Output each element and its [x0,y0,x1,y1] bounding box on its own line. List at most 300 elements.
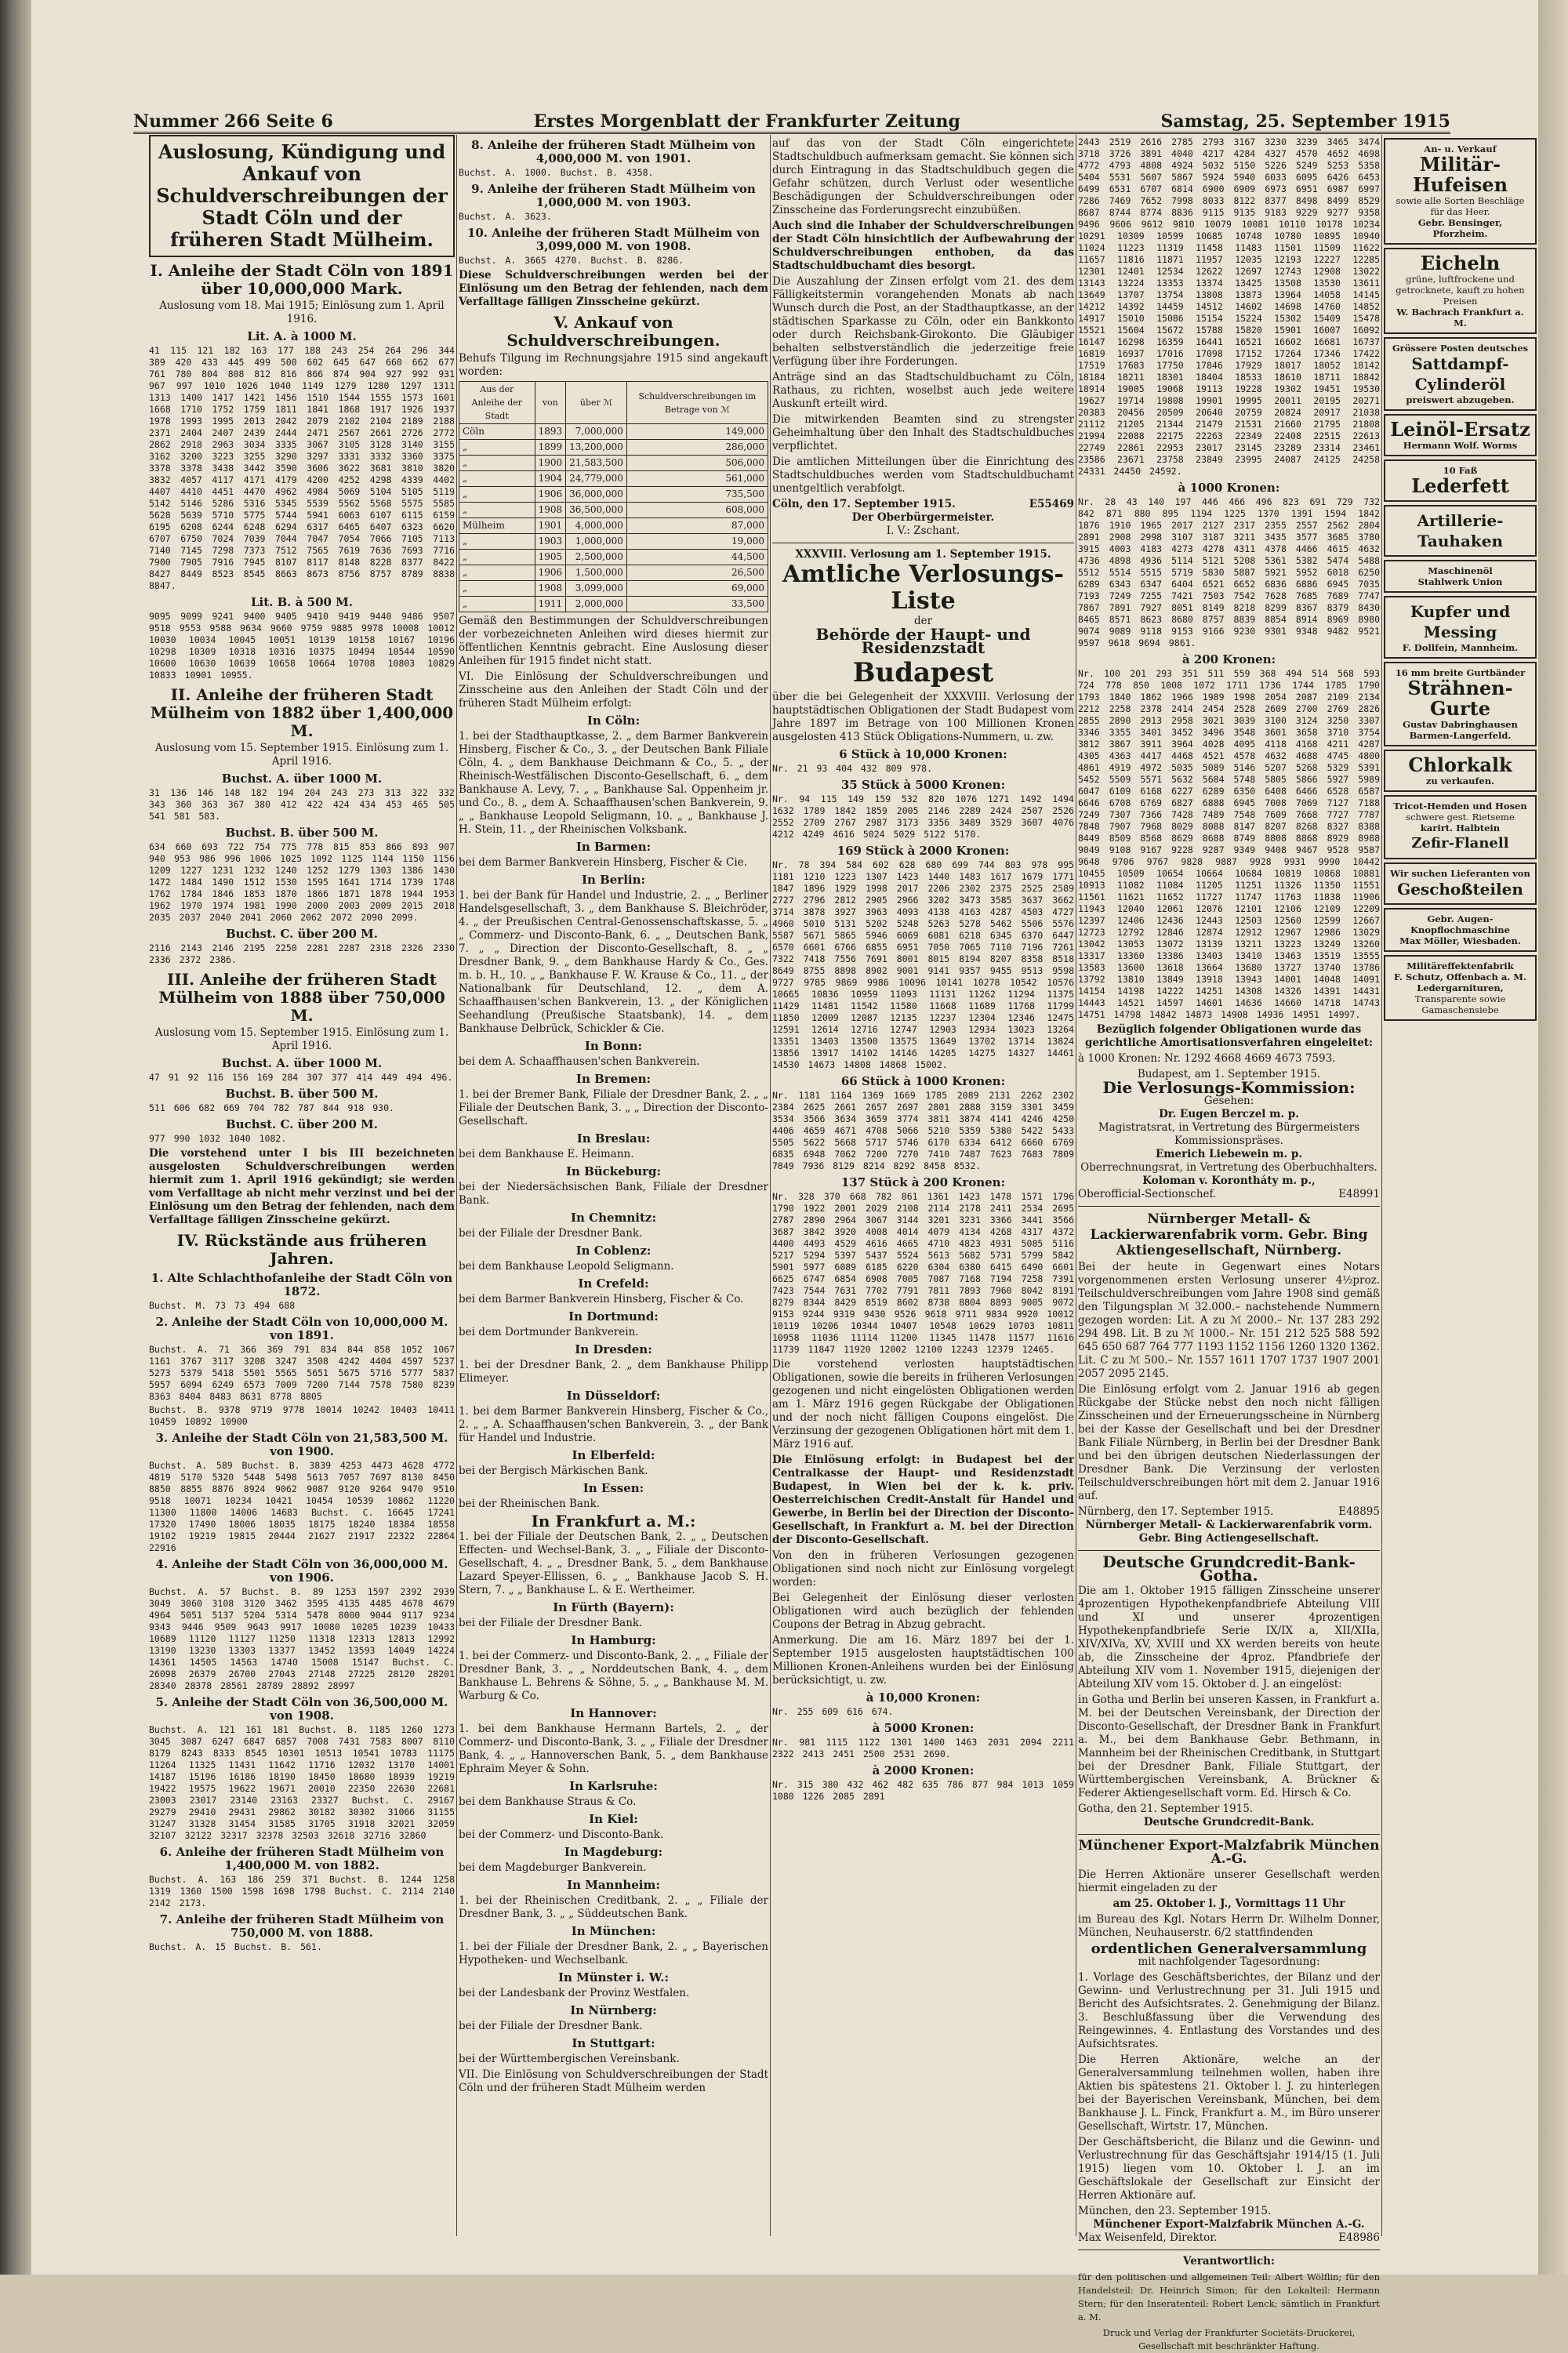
number-list: Nr. 94 115 149 159 532 820 1076 1271 1492 1494 1632 1789 1842 1859 2005 2146 2289 2424 2507 2526 2552 2709 2767 2987 3173 3356 3489 3529 3607 4076 4212 4249 4616 5024 5029 5122 5170. [772,793,1074,840]
bank-list: bei der Filiale der Dresdner Bank. [459,1227,643,1240]
table-header: Schuldverschreibungen im Betrage von ℳ [626,382,768,424]
signature-name: I. V.: Zschant. [886,525,960,537]
number-list: 634 660 693 722 754 775 778 815 853 866 893 907 940 953 986 996 1006 1025 1092 1125 1144 1150 1156 1209 1227 1231 1232 1240 1252 1279 1303 1386 1430 1472 1484 1490 1512 1530 1595 1641 1714 1739 1748 1762 1784 1846 1853 1870 1866 1871 1878 1944 1953 1962 1970 1974 1981 1990 2000 2003 2009 2015 2018 2035 2037 2040 2041 2060 2062 2072 2090 2099. [149,841,455,923]
table-cell: 1899 [535,440,566,456]
city-heading: In Mannheim: [567,1878,660,1892]
table-cell: „ [459,581,535,597]
ad-shell-parts [1384,862,1537,905]
ad-text: grüne, luftfrockene und getrocknete, kauft zu hohen Preisen [1396,274,1525,307]
list-der: der [913,615,933,627]
table-cell: Cöln [459,424,535,440]
bank-list: 1. bei der Filiale der Deutschen Bank, 2. „ „ Deutschen Effecten- und Wechsel-Bank, 3. „ „ Filiale der Disconto-Gesellschaft, 4. „ „ Dresdner Bank, 5. „ dem Bankhause Lazard Speyer-Ellissen, 6. „ „ Bankhause Jacob S. H. Stern, 7. „ „ Bankhause L. & E. Wertheimer. [459,1531,768,1596]
ad-acorns [1384,248,1537,334]
company-title: Nürnberger Metall- & Lackierwarenfabrik vorm. Gebr. Bing Aktiengesellschaft, Nürnberg. [1090,1211,1368,1258]
ad-headline: Militär-Hufeisen [1412,153,1508,196]
signature-row [1078,1188,1380,1201]
ad-cylinder-oil [1384,337,1537,411]
table-cell: 1893 [535,424,566,440]
ad-text: preiswert abzugeben. [1406,394,1515,405]
table-cell: 1,500,000 [566,565,627,581]
ad-headline: Leinöl-Ersatz [1390,418,1530,441]
loan-heading: 4. Anleihe der Stadt Cöln von 36,000,000 M. von 1906. [155,1557,448,1585]
table-cell: 1,000,000 [566,534,627,550]
ad-kicker: 16 mm breite Gurtbänder [1395,667,1526,678]
paragraph: Anträge sind an das Stadtschuldbuchamt zu Cöln, Rathaus, zu richten, woselbst auch jede weitere Auskunft erteilt wird. [772,371,1074,410]
scan-page-edge [1538,0,1568,2275]
denomination-heading: à 10,000 Kronen: [866,1690,981,1705]
table-cell: „ [459,503,535,518]
paragraph: Die am 1. Oktober 1915 fälligen Zinsscheine unserer 4prozentigen Hypothekenpfandbriefe Abteilung VIII und XI und unserer 4prozentigen Hypothekenpfandbriefe Serie IX/IX a, XII/XIIa, XIV/XIVa, XV, XVIII und XX werden bereits von heute ab, die Zinsscheine der 4proz. Pfandbriefe der Abteilung XIV vom 1. November 1915, diejenigen der Abteilung XIV vom 15. Oktober d. J. an eingelöst: [1078,1585,1380,1690]
bank-list: 1. bei der Dresdner Bank, 2. „ dem Bankhause Philipp Elimeyer. [459,1359,768,1385]
table-header-row [459,382,768,424]
ad-company: Max Möller, Wiesbaden. [1399,935,1521,946]
table-cell: 1906 [535,487,566,503]
lit-heading: Lit. B. à 500 M. [250,595,354,609]
table-cell: 33,500 [626,597,768,612]
section-title: V. Ankauf von Schuldverschreibungen. [506,313,720,350]
table-cell: Mülheim [459,518,535,534]
paragraph: auf das von der Stadt Cöln eingerichtete Stadtschuldbuch aufmerksam gemacht. Sie können sich durch Eintragung in das Stadtschuldbuch gegen die Gefahr schützen, durch Verlust oder wesentliche Beschädigungen der Schuldverschreibungen oder Zinsscheine das Forderungsrecht einzubüßen. [772,137,1074,216]
notice-title-box: Auslosung, Kündigung und Ankauf von Schuldverschreibungen der Stadt Cöln und der früheren Stadt Mülheim. [149,135,455,257]
city-heading: In Bremen: [575,1072,652,1086]
commission-title: Die Verlosungs-Kommission: [1102,1078,1356,1097]
header-issue: Nummer 266 Seite 6 [133,111,333,132]
signature-row [1078,2231,1380,2245]
ad-code: E48991 [1338,1188,1380,1200]
table-row [459,581,768,597]
divider [1078,1834,1380,1835]
number-list: 511 606 682 669 704 782 787 844 918 930. [149,1102,394,1113]
table-cell: 7,000,000 [566,424,627,440]
dateline [1078,1505,1380,1519]
table-cell: 1911 [535,597,566,612]
number-list: 47 91 92 116 156 169 284 307 377 414 449 494 496. [149,1072,453,1083]
header-date: Samstag, 25. September 1915 [1160,111,1450,132]
number-list: Nr. 21 93 404 432 809 978. [772,763,933,774]
table-cell: 36,000,000 [566,487,627,503]
number-list: Buchst. A. 163 186 259 371 Buchst. B. 1244 1258 1319 1360 1500 1598 1698 1798 Buchst. C. 2114 2140 2142 2173. [149,1874,455,1908]
number-list: Buchst. A. 589 Buchst. B. 3839 4253 4473 4628 4772 4819 5170 5320 5448 5498 5613 7057 7697 8130 8450 8850 8855 8876 8924 9062 9087 9120 9264 9470 9510 9518 10071 10234 10421 10454 10539 10862 11220 11300 11800 14006 14683 Buchst. C. 16645 17241 17320 17490 18006 18035 18175 18240 18384 18558 19102 19219 19815 20444 21627 21917 22322 22864 22916 [149,1460,455,1553]
ad-leather-grease [1384,459,1537,502]
scan-book-gutter [0,0,31,2275]
denomination-heading: à 2000 Kronen: [872,1763,975,1777]
bank-list: 1. bei der Rheinischen Creditbank, 2. „ „ Filiale der Dresdner Bank, 3. „ „ Süddeutschen Bank. [459,1894,768,1920]
table-cell: 1904 [535,471,566,487]
ad-company: F. Dollfein, Mannheim. [1402,642,1519,653]
ad-company: Hermann Wolf. Worms [1403,440,1518,451]
paragraph: Die vorstehend verlosten hauptstädtischen Obligationen, sowie die bereits in früheren Verlosungen gezogenen und nicht eingelösten Obligationen werden am 1. März 1916 gegen Rückgabe der Obligationen und der noch nicht fälligen Coupons eingelöst. Die Verzinsung der gezogenen Obligationen hört mit dem 1. März 1916 auf. [772,1358,1074,1451]
ad-textiles [1384,795,1537,859]
city-heading: In Crefeld: [578,1276,649,1291]
section-title: IV. Rückstände aus früheren Jahren. [176,1231,427,1268]
table-cell: 1903 [535,534,566,550]
loan-heading: 2. Anleihe der Stadt Cöln von 10,000,000 M. von 1891. [155,1315,448,1342]
dateline-text: Nürnberg, den 17. September 1915. [1078,1505,1274,1518]
number-list: Buchst. M. 73 73 494 688 [149,1300,296,1311]
number-list: Nr. 255 609 616 674. [772,1706,894,1717]
number-list: Nr. 100 201 293 351 511 559 368 494 514 568 593 724 778 850 1008 1072 1711 1736 1744 1785 1790 1793 1840 1862 1966 1989 1998 2054 2087 2109 2134 2212 2258 2378 2414 2454 2528 2609 2700 2769 2826 2855 2890 2913 2958 3021 3039 3100 3124 3250 3307 3346 3355 3401 3452 3496 3548 3601 3658 3710 3754 3812 3867 3911 3964 4028 4095 4118 4168 4211 4287 4305 4363 4417 4468 4521 4578 4632 4688 4745 4800 4861 4919 4972 5035 5089 5146 5207 5268 5329 5391 5452 5509 5571 5632 5684 5748 5805 5866 5927 5989 6047 6109 6168 6227 6289 6350 6408 6466 6528 6587 6646 6708 6769 6827 6888 6945 7008 7069 7127 7188 7249 7307 7366 7428 7489 7548 7609 7668 7727 7787 7848 7907 7968 8029 8088 8147 8207 8268 8327 8388 8449 8509 8568 8629 8688 8749 8808 8868 8929 8988 9049 9108 9167 9228 9287 9349 9408 9467 9528 9587 9648 9706 9767 9828 9887 9928 9931 9990 10442 10455 10509 10654 10664 10684 10819 10868 10881 10913 11082 11084 11205 11251 11326 11350 11551 11561 11621 11652 11727 11747 11763 11838 11906 11943 12040 12061 12076 12101 12106 12109 12209 12397 12406 12436 12443 12503 12560 12599 12667 12723 12792 12846 12874 12912 12967 12986 13029 13042 13053 13072 13139 13211 13223 13249 13260 13317 13360 13386 13403 13410 13463 13519 13555 13583 13600 13618 13664 13680 13727 13740 13786 13792 13810 13849 13918 13943 14001 14048 14091 14154 14198 14222 14251 14308 14326 14391 14431 14443 14521 14597 14601 14636 14660 14718 14743 14751 14798 14842 14873 14908 14936 14951 14997. [1078,668,1380,1020]
table-cell: „ [459,440,535,456]
city-heading: In Chemnitz: [571,1211,656,1225]
signature-role: Oberofficial-Sectionschef. [1078,1188,1217,1200]
table-header: Aus der Anleihe der Stadt [459,382,535,424]
paragraph: Der Geschäftsbericht, die Bilanz und die Gewinn- und Verlustrechnung für das Geschäftsjahr 1914/15 (1. Juli 1915) liegen vom 10. Oktober l. J. an im Geschäftslokale der Gesellschaft zur Einsicht der Herren Aktionäre auf. [1078,2136,1380,2202]
city-heading: In Coblenz: [575,1244,652,1258]
bank-list: bei der Rheinischen Bank. [459,1498,601,1510]
signature-office: Der Oberbürgermeister. [851,511,995,524]
ad-kicker: 10 Faß [1443,465,1478,476]
bank-list: bei der Württembergischen Vereinsbank. [459,2053,680,2065]
denomination-heading: à 200 Kronen: [1181,652,1276,666]
denomination-heading: 35 Stück à 5000 Kronen: [840,778,1006,792]
table-cell: „ [459,550,535,565]
column-budapest [772,135,1074,2244]
city-heading: In Dresden: [575,1342,652,1356]
number-list: Buchst. A. 1000. Buchst. B. 4358. [459,167,654,178]
ad-text: schwere gest. Rietseme [1406,812,1515,822]
number-list: 31 136 146 148 182 194 204 243 273 313 322 332 343 360 363 367 380 412 422 424 434 453 465 505 541 581 583. [149,787,455,822]
bank-list: bei der Bergisch Märkischen Bank. [459,1465,648,1477]
loan-heading: 6. Anleihe der früheren Stadt Mülheim von 1,400,000 M. von 1882. [159,1845,445,1872]
dateline-text: Cöln, den 17. September 1915. [772,498,956,510]
paragraph: in Gotha und Berlin bei unseren Kassen, in Frankfurt a. M. bei der Deutschen Vereinsbank, der Direction der Disconto-Gesellschaft, der Dresdner Bank in Frankfurt a. M., bei dem Bankhause Gebr. Bethmann, in Mannheim bei der Rheinischen Creditbank, in Stuttgart bei der Dresdner Bank, Filiale Stuttgart, der Württembergischen Vereinsbank, A. Brückner & Federer Aktiengesellschaft vorm. Ed. Hirsch & Co. [1078,1694,1380,1799]
ad-company: Gustav Dabringhausen Barmen-Langerfeld. [1403,719,1518,741]
number-list: Nr. 328 370 668 782 861 1361 1423 1478 1571 1796 1790 1922 2001 2029 2108 2114 2178 2411 2534 2695 2787 2890 2964 3067 3144 3201 3231 3366 3441 3566 3687 3842 3920 4008 4014 4079 4134 4268 4317 4372 4400 4493 4529 4616 4665 4710 4823 4931 5085 5116 5217 5294 5397 5437 5524 5613 5682 5731 5799 5842 5901 5977 6089 6185 6220 6304 6380 6415 6490 6601 6625 6747 6854 6908 7005 7087 7168 7194 7258 7391 7423 7544 7631 7702 7791 7811 7893 7960 8042 8191 8279 8344 8429 8519 8602 8738 8804 8893 9005 9072 9153 9244 9319 9430 9526 9618 9711 9834 9920 10012 10119 10206 10344 10407 10548 10629 10703 10811 10958 11036 11114 11200 11345 11478 11577 11616 11739 11847 11920 12002 12100 12243 12379 12465. [772,1191,1074,1355]
table-cell: 286,000 [626,440,768,456]
table-cell: „ [459,471,535,487]
lit-heading: Buchst. A. über 1000 M. [221,1056,383,1070]
paragraph: Gemäß den Bestimmungen der Schuldverschreibungen der vorbezeichneten Anleihen wird dieses hiermit zur öffentlichen Kenntnis gebracht. Eine Auslosung dieser Anleihen für 1915 findet nicht statt. [459,615,768,667]
number-list: Nr. 1181 1164 1369 1669 1785 2089 2131 2262 2302 2384 2625 2661 2657 2697 2801 2888 3159 3301 3459 3534 3566 3634 3659 3774 3811 3874 4141 4246 4250 4406 4659 4671 4708 5066 5210 5359 5380 5422 5433 5505 5622 5668 5717 5746 6170 6334 6412 6660 6769 6835 6948 7062 7200 7270 7410 7487 7623 7683 7809 7849 7936 8129 8214 8292 8458 8532. [772,1090,1074,1171]
ad-kicker: Gebr. Augen-Knopflochmaschine [1410,913,1510,935]
table-cell: „ [459,456,535,471]
denomination-heading: 66 Stück à 1000 Kronen: [840,1074,1006,1088]
table-cell: „ [459,565,535,581]
seen-label: Gesehen: [1203,1095,1254,1107]
city-heading: In Fürth (Bayern): [553,1600,674,1614]
lit-heading: Lit. A. à 1000 M. [247,329,357,343]
signature-role: Magistratsrat, in Vertretung des Bürgermeisters Kommissionspräses. [1098,1121,1360,1147]
ad-code: E55469 [1029,498,1074,510]
paragraph: Anmerkung. Die am 16. März 1897 bei der 1. September 1915 ausgelosten hauptstädtischen 100 Millionen Kronen-Anleihens wurden bei der Einlösung berücksichtigt, u. zw. [772,1634,1074,1687]
number-list: Buchst. A. 3665 4270. Buchst. B. 8286. [459,255,684,266]
table-cell: 2,000,000 [566,597,627,612]
city-heading: In Dortmund: [568,1309,659,1324]
notice-paragraph: Bezüglich folgender Obligationen wurde das gerichtliche Amortisationsverfahren eingeleitet: [1084,1023,1374,1049]
number-list: 41 115 121 182 163 177 188 243 254 264 296 344 389 420 433 445 499 500 602 645 647 660 662 677 761 780 804 808 812 816 866 874 904 927 992 931 967 997 1010 1026 1040 1149 1279 1280 1297 1311 1313 1400 1417 1421 1456 1510 1544 1555 1573 1601 1668 1710 1752 1759 1811 1841 1868 1917 1926 1937 1978 1993 1995 2013 2042 2079 2102 2104 2189 2188 2371 2404 2407 2439 2444 2471 2567 2661 2726 2772 2862 2918 2963 3034 3335 3067 3105 3128 3140 3155 3162 3200 3223 3255 3290 3297 3331 3332 3360 3375 3378 3378 3438 3442 3590 3606 3622 3681 3810 3820 3832 4057 4117 4171 4179 4200 4252 4298 4339 4402 4407 4410 4451 4470 4962 4984 5069 5104 5105 5119 5142 5146 5286 5316 5345 5539 5562 5568 5575 5585 5628 5639 5710 5775 5744 5941 6063 6107 6115 6159 6195 6208 6244 6248 6294 6317 6465 6407 6323 6620 6707 6750 7024 7039 7044 7047 7054 7066 7105 7113 7140 7145 7298 7373 7512 7565 7619 7636 7693 7716 7900 7905 7916 7945 8107 8117 8148 8228 8377 8422 8427 8449 8523 8545 8663 8673 8756 8757 8789 8838 8847. [149,345,455,591]
city-heading: In Kiel: [589,1812,638,1826]
city-heading: In Cöln: [586,714,641,728]
number-list: Buchst. A. 71 366 369 791 834 844 858 1052 1067 1161 3767 3117 3208 3247 3508 4242 4404 4597 5237 5273 5379 5418 5501 5565 5651 5675 5716 5777 5837 5957 6094 6249 6573 7009 7200 7144 7578 7580 8239 8363 8404 8483 8631 8778 8805 [149,1344,455,1402]
ad-code: E48895 [1338,1505,1380,1518]
city-heading: In Hamburg: [571,1633,656,1647]
bank-list: 1. bei dem Barmer Bankverein Hinsberg, Fischer & Co., 2. „ „ A. Schaaffhausen'schen Bankverein, 3. „ der Bank für Handel und Industrie. [459,1405,768,1444]
table-cell: 506,000 [626,456,768,471]
agenda-heading: mit nachfolgender Tagesordnung: [1138,1955,1320,1968]
table-cell: 735,500 [626,487,768,503]
city-heading: In Hannover: [570,1706,657,1720]
city-heading: In Bückeburg: [565,1164,662,1178]
ad-straps [1384,662,1537,746]
ad-headline: Strähnen-Gurte [1407,677,1513,720]
table-row [459,518,768,534]
paragraph: Die mitwirkenden Beamten sind zu strengster Geheimhaltung über den Inhalt des Stadtschuldbuches verpflichtet. [772,413,1074,452]
number-list: Nr. 28 43 140 197 446 466 496 823 691 729 732 842 871 880 895 1194 1225 1370 1391 1594 1842 1876 1910 1965 2017 2127 2317 2355 2557 2562 2804 2891 2908 2998 3107 3187 3211 3435 3577 3685 3780 3915 4003 4183 4273 4278 4311 4378 4466 4615 4632 4736 4898 4936 5114 5121 5208 5361 5382 5474 5488 5512 5514 5515 5719 5830 5887 5921 5952 6018 6250 6289 6343 6347 6404 6521 6652 6836 6886 6945 7035 7193 7249 7255 7421 7503 7542 7628 7685 7689 7747 7867 7891 7927 8051 8149 8218 8299 8367 8379 8430 8465 8571 8623 8680 8757 8839 8854 8914 8969 8980 9074 9089 9118 9153 9166 9230 9301 9348 9482 9521 9597 9618 9694 9861. [1078,496,1380,648]
dateline-text: Budapest, am 1. September 1915. [1137,1068,1321,1080]
table-row [459,597,768,612]
ad-headline: Lederfett [1411,474,1509,497]
lit-heading: Buchst. B. über 500 M. [225,1087,379,1101]
column-rule [1381,135,1382,2236]
city-heading: In Nürnberg: [570,2003,657,2017]
ad-text: sowie alle Sorten Beschläge für das Heer. [1396,195,1525,217]
bank-list: 1. bei der Stadthauptkasse, 2. „ dem Barmer Bankverein Hinsberg, Fischer & Co., 3. „ der Deutschen Bank Filiale Cöln, 4. „ dem Bankhause Deichmann & Co., 5. „ der Rheinisch-Westfälischen Disconto-Gesellschaft, 6. „ dem Bankhause A. Levy, 7. „ „ Bankhause Sal. Oppenheim jr. und Co., 8. „ dem A. Schaaffhausen'schen Bankverein, 9. „ „ Bankhause Leopold Seligmann, 10. „ „ Bankhause J. H. Stein, 11. „ der Rheinischen Volksbank. [459,730,768,836]
number-list: Nr. 981 1115 1122 1301 1400 1463 2031 2094 2211 2322 2413 2451 2500 2531 2690. [772,1737,1074,1759]
number-list: Buchst. A. 15 Buchst. B. 561. [149,1941,322,1952]
section-subtitle: Auslosung vom 15. September 1915. Einlösung zum 1. April 1916. [154,1026,449,1052]
imprint-heading: Verantwortlich: [1183,2255,1275,2268]
dateline [772,498,1074,511]
table-cell: „ [459,487,535,503]
divider [1078,1550,1380,1551]
city-heading: In Elberfeld: [572,1448,655,1462]
table-cell: 69,000 [626,581,768,597]
bank-list: bei der Commerz- und Disconto-Bank. [459,1828,664,1841]
city-heading: In München: [571,1924,656,1938]
table-cell: 1905 [535,550,566,565]
notice-paragraph: Die vorstehend unter I bis III bezeichneten ausgelosten Schuldverschreibungen werden hiermit zum 1. April 1916 gekündigt; sie werden vom Verfalltage ab nicht mehr verzinst und bei der Einlösung um den Betrag der fehlenden, nach dem Verfalltage fälligen Zinsscheine gekürzt. [149,1147,455,1226]
table-row [459,503,768,518]
paragraph: Die Herren Aktionäre, welche an der Generalversammlung teilnehmen wollen, haben ihre Aktien bis spätestens 21. Oktober l. J. zu hinterlegen bei der Bayerischen Vereinsbank, München, bei dem Bankhause J. L. Finck, Frankfurt a. M., im Büro unserer Gesellschaft, Wirtstr. 17, München. [1078,2053,1380,2133]
bank-list: 1. bei der Filiale der Dresdner Bank, 2. „ „ Bayerischen Hypotheken- und Wechselbank. [459,1941,768,1966]
table-cell: „ [459,597,535,612]
column-rule [456,135,457,2236]
number-list: 9095 9099 9241 9400 9405 9410 9419 9440 9486 9507 9518 9553 9588 9634 9660 9759 9885 9978 10008 10012 10030 10034 10045 10051 10139 10158 10167 10196 10298 10309 10318 10316 10375 10494 10544 10590 10600 10630 10639 10658 10664 10708 10803 10829 10833 10901 10955. [149,611,455,681]
loan-heading: 9. Anleihe der früheren Stadt Mülheim von 1,000,000 M. von 1903. [471,182,756,209]
bank-list: bei dem Bankhause E. Heimann. [459,1148,634,1160]
signature-name: Max Weisenfeld, Direktor. [1078,2231,1218,2244]
company-signature: Nürnberger Metall- & Lackierwarenfabrik vorm. Gebr. Bing Actiengesellschaft. [1085,1519,1373,1545]
section-title: II. Anleihe der früheren Stadt Mülheim von 1882 über 1,400,000 M. [150,685,454,740]
paragraph: Bei Gelegenheit der Einlösung dieser verlosten Obligationen wird auch bezüglich der fehlenden Coupons der Betrag in Abzug gebracht. [772,1592,1074,1631]
divider [1078,1206,1380,1207]
ad-company: F. Schutz, Offenbach a. M. [1393,971,1527,982]
paragraph: Behufs Tilgung im Rechnungsjahre 1915 sind angekauft worden: [459,352,768,378]
ad-kicker: Tricot-Hemden und Hosen [1393,801,1527,812]
number-list: Nr. 78 394 584 602 628 680 699 744 803 978 995 1181 1210 1223 1307 1423 1440 1483 1617 1679 1771 1847 1896 1929 1998 2017 2206 2302 2375 2525 2589 2727 2796 2812 2905 2966 3202 3473 3585 3637 3662 3714 3878 3927 3963 4093 4138 4163 4287 4503 4727 4960 5010 5131 5202 5248 5263 5278 5462 5506 5576 5587 5671 5865 5946 6069 6081 6218 6345 6370 6447 6570 6601 6766 6855 6951 7050 7065 7110 7196 7261 7322 7418 7556 7691 8001 8015 8194 8207 8358 8518 8649 8755 8898 8902 9001 9141 9357 9455 9513 9598 9727 9785 9869 9986 10096 10141 10278 10542 10576 10665 10836 10959 11093 11131 11262 11294 11375 11429 11481 11542 11580 11668 11689 11768 11799 11850 12009 12087 12135 12237 12304 12346 12475 12591 12614 12716 12747 12903 12934 13023 13264 13351 13403 13500 13575 13649 13702 13714 13824 13856 13917 14102 14146 14205 14275 14327 14461 14530 14673 14808 14868 15002. [772,859,1074,1070]
bank-list: bei dem Barmer Bankverein Hinsberg, Fischer & Co. [459,1293,744,1305]
ad-headline: Zefir-Flanell [1411,835,1509,852]
loan-heading: 5. Anleihe der Stadt Cöln von 36,500,000 M. von 1908. [155,1695,448,1723]
paragraph: Die Herren Aktionäre unserer Gesellschaft werden hiermit eingeladen zu der [1078,1868,1380,1894]
table-row [459,440,768,456]
company-signature: Deutsche Grundcredit-Bank. [1143,1816,1315,1828]
paragraph: über die bei Gelegenheit der XXXVIII. Verlosung der hauptstädtischen Obligationen der Stadt Budapest vom Jahre 1897 im Betrage von 100 Millionen Kronen ausgelosten 413 Stück Obligations-Nummern, u. zw. [772,691,1074,743]
section-title: III. Anleihe der früheren Stadt Mülheim von 1888 über 750,000 M. [158,970,445,1025]
table-row [459,424,768,440]
table-cell: 24,779,000 [566,471,627,487]
city-heading: In Stuttgart: [572,2036,655,2050]
dateline-text: München, den 23. September 1915. [1078,2205,1272,2217]
section-subtitle: Auslosung vom 18. Mai 1915; Einlösung zum 1. April 1916. [159,300,445,325]
loan-heading: 3. Anleihe der Stadt Cöln von 21,583,500 M. von 1900. [155,1431,448,1458]
city-heading: In Bonn: [584,1039,643,1053]
table-header: von [535,382,566,424]
paragraph: Die Auszahlung der Zinsen erfolgt vom 21. des dem Fälligkeitstermin vorangehenden Monats ab nach Wunsch durch die Post, an der Stadthauptkasse, an der städtischen Sparkasse zu Cöln, oder ein Bankkonto oder durch Reichsbank-Girokonto. Die Gläubiger behalten selbstverständlich die jederzeitige freie Verfügung über ihre Forderungen. [772,275,1074,368]
ad-horseshoes [1384,138,1537,245]
imprint-text: für den politischen und allgemeinen Teil: Albert Wölflin; für den Handelsteil: Dr. Heinrich Simon; für den Lokalteil: Hermann Stern; für den Inseratenteil: Robert Lenck; sämtlich in Frankfurt a. M. [1078,2271,1380,2322]
ad-kicker: Grössere Posten deutsches [1392,343,1529,354]
bank-list: bei dem Bankhause Straus & Co. [459,1796,637,1808]
ad-company: W. Bachrach Frankfurt a. M. [1396,307,1524,329]
ad-headline: Geschoßteilen [1397,880,1523,899]
column-cologne-continued [459,135,768,2244]
paragraph: à 1000 Kronen: Nr. 1292 4668 4669 4673 7593. [1078,1052,1336,1065]
number-list: Buchst. A. 57 Buchst. B. 89 1253 1597 2392 2939 3049 3060 3108 3120 3462 3595 4135 4485 4678 4679 4964 5051 5137 5204 5314 5478 8000 9044 9117 9234 9343 9446 9509 9643 9917 10080 10205 10239 10433 10689 11120 11127 11250 11318 12313 12813 12992 13190 13230 13303 13377 13452 13593 14049 14224 14361 14505 14563 14740 15008 15147 Buchst. C. 26098 26379 26700 27043 27148 27225 28120 28201 28340 28378 28561 28789 28892 28997 [149,1586,455,1691]
bank-list: bei der Landesbank der Provinz Westfalen. [459,1987,690,1999]
meeting-date: am 25. Oktober l. J., Vormittags 11 Uhr [1112,1897,1345,1910]
table-cell: 19,000 [626,534,768,550]
loan-heading: 7. Anleihe der früheren Stadt Mülheim von 750,000 M. von 1888. [159,1912,445,1940]
newspaper-page [31,0,1538,2351]
denomination-heading: 6 Stück à 10,000 Kronen: [839,747,1007,761]
ad-text: Transparente sowie Gamaschensiebe [1414,993,1506,1015]
table-cell: 36,500,000 [566,503,627,518]
ad-linseed [1384,414,1537,456]
company-title: Münchener Export-Malzfabrik München A.-G. [1078,1838,1380,1867]
column-notices [1078,135,1380,2351]
ad-headline: Artillerie-Tauhaken [1417,511,1504,550]
signature-name: Emerich Liebewein m. p. [1155,1148,1303,1160]
paragraph: Die Einlösung erfolgt vom 2. Januar 1916 ab gegen Rückgabe der Stücke nebst den noch nicht fälligen Zinsscheinen und der Erneuerungsscheine in Nürnberg bei der Kasse der Gesellschaft und bei der Dresdner Bank Filiale Nürnberg, in Berlin bei der Dresdner Bank und bei den übrigen deutschen Niederlassungen der Dresdner Bank. Die Verzinsung der verlosten Teilschuldverschreibungen hört mit dem 2. Januar 1916 auf. [1078,1383,1380,1502]
paragraph: VII. Die Einlösung von Schuldverschreibungen der Stadt Cöln und der früheren Stadt Mülheim werden [459,2068,768,2094]
table-row [459,550,768,565]
table-cell: 1900 [535,456,566,471]
ad-headline: Eicheln [1420,252,1501,274]
paragraph: Von den in früheren Verlosungen gezogenen Obligationen sind noch nicht zur Einlösung vorgelegt worden: [772,1549,1074,1589]
bank-list: bei dem A. Schaaffhausen'schen Bankverein. [459,1055,700,1068]
paragraph: im Bureau des Kgl. Notars Herrn Dr. Wilhelm Donner, München, Neuhauserstr. 6/2 stattfindenden [1078,1913,1380,1939]
table-cell: 4,000,000 [566,518,627,534]
ad-company: Stahlwerk Union [1417,576,1503,587]
table-row [459,456,768,471]
ad-machine-oil [1384,560,1537,593]
bank-list: 1. bei der Bremer Bank, Filiale der Dresdner Bank, 2. „ „ Filiale der Deutschen Bank, 3. „ „ Direction der Disconto-Gesellschaft. [459,1088,768,1127]
table-cell: 21,583,500 [566,456,627,471]
denomination-heading: 169 Stück à 2000 Kronen: [837,844,1010,858]
table-cell: 26,500 [626,565,768,581]
city-heading: In Essen: [583,1481,644,1495]
section-title: I. Anleihe der Stadt Cöln von 1891 über 10,000,000 Mark. [150,261,454,298]
lit-heading: Buchst. A. über 1000 M. [221,772,383,786]
purchase-table [459,381,768,612]
city-heading: In Berlin: [581,873,646,887]
ad-kicker: An- u. Verkauf [1424,143,1497,154]
ad-buttonhole-machine [1384,908,1537,952]
bank-list: 1. bei der Bank für Handel und Industrie, 2. „ „ Berliner Handelsgesellschaft, 3. „ dem Bankhause S. Bleichröder, 4. „ der Preußischen Central-Genossenschaftskasse, 5. „ „ Commerz- und Disconto-Bank, 6. „ „ Deutschen Bank, 7. „ „ Direction der Disconto-Gesellschaft, 8. „ „ Dresdner Bank, 9. „ dem Bankhause Hardy & Co., Ges. m. b. H., 10. „ „ Bankhause F. W. Krause & Co., 11. „ der Nationalbank für Deutschland, 12. „ dem A. Schaaffhausen'schen Bankverein, 13. „ der Königlichen Seehandlung (Preußische Staatsbank), 14. „ dem Bankhause Delbrück, Schickler & Cie. [459,889,768,1035]
table-cell: 3,099,000 [566,581,627,597]
loan-heading: 10. Anleihe der früheren Stadt Mülheim von 3,099,000 M. von 1908. [466,226,760,253]
printer-text: Druck und Verlag der Frankfurter Societäts-Druckerei, Gesellschaft mit beschränkter Haftung. [1102,2327,1356,2351]
table-row [459,471,768,487]
bank-list: 1. bei der Commerz- und Disconto-Bank, 2. „ „ Filiale der Dresdner Bank, 3. „ „ Norddeutschen Bank, 4. „ dem Bankhause L. Behrens & Söhne, 5. „ „ Bankhause M. M. Warburg & Co. [459,1650,768,1702]
signature-name: Dr. Eugen Berczel m. p. [1159,1108,1299,1120]
city-heading: In Barmen: [575,840,652,854]
company-signature: Münchener Export-Malzfabrik München A.-G. [1093,2218,1365,2231]
table-row [459,565,768,581]
number-list: 977 990 1032 1040 1082. [149,1133,287,1144]
table-cell: 1906 [535,565,566,581]
city-heading: In Magdeburg: [564,1845,663,1859]
denomination-heading: 137 Stück à 200 Kronen: [840,1175,1006,1189]
ad-text: karirt. Halbtein [1420,822,1501,833]
number-list: Buchst. B. 9378 9719 9778 10014 10242 10403 10411 10459 10892 10900 [149,1404,455,1427]
ad-headline: Sattdampf-Cylinderöl [1411,354,1509,394]
ad-kicker: Militäreffektenfabrik [1406,960,1514,971]
ad-text: zu verkaufen. [1425,775,1495,786]
bank-list: bei dem Dortmunder Bankverein. [459,1326,639,1338]
ad-kicker: Maschinenöl [1428,565,1493,576]
denomination-heading: à 5000 Kronen: [872,1721,975,1735]
bank-list: bei der Filiale der Dresdner Bank. [459,2020,643,2032]
drawing-number: XXXVIII. Verlosung am 1. September 1915. [795,548,1051,561]
company-title: Deutsche Grundcredit-Bank-Gotha. [1102,1552,1356,1585]
header-masthead: Erstes Morgenblatt der Frankfurter Zeitung [533,111,960,132]
section-subtitle: Auslosung vom 15. September 1915. Einlösung zum 1. April 1916. [154,742,449,768]
denomination-heading: à 1000 Kronen: [1178,481,1280,495]
bank-list: 1. bei dem Bankhause Hermann Bartels, 2. „ der Commerz- und Disconto-Bank, 3. „ „ Filiale der Dresdner Bank, 4. „ „ Hannoverschen Bank, 5. „ dem Bankhause Ephraim Meyer & Sohn. [459,1723,768,1775]
column-cologne-bonds [149,135,455,2244]
dateline-text: Gotha, den 21. September 1915. [1078,1803,1254,1815]
signature-role: Oberrechnungsrat, in Vertretung des Oberbuchhalters. [1080,1161,1377,1174]
number-list: Nr. 315 380 432 462 482 635 786 877 984 1013 1059 1080 1226 2085 2891 [772,1779,1074,1802]
table-row [459,534,768,550]
list-title: Amtliche Verlosungs-Liste [782,561,1064,615]
city-heading: In Breslau: [576,1131,651,1146]
table-cell: 1901 [535,518,566,534]
table-cell: 87,000 [626,518,768,534]
notice-paragraph: Auch sind die Inhaber der Schuldverschreibungen der Stadt Cöln hinsichtlich der Aufbewahrung der Schuldverschreibungen enthoben, da das Stadtschuldbuchamt dies besorgt. [772,220,1074,272]
paragraph: Die amtlichen Mitteilungen über die Einrichtung des Stadtschuldbuches werden vom Stadtschuldbuchamt unentgeltlich verabfolgt. [772,456,1074,495]
notice-paragraph: Diese Schuldverschreibungen werden bei der Einlösung um den Betrag der fehlenden, nach dem Verfalltage fälligen Zinsscheine gekürzt. [459,269,768,308]
bank-list: bei dem Magdeburger Bankverein. [459,1861,647,1874]
bank-list: bei dem Bankhause Leopold Seligmann. [459,1260,674,1273]
notice-paragraph: Die Einlösung erfolgt: in Budapest bei der Centralkasse der Haupt- und Residenzstadt Budapest, in Wien bei der k. k. priv. Oesterreichischen Credit-Anstalt für Handel und Gewerbe, in Berlin bei der Direction der Disconto-Gesellschaft, in Frankfurt a. M. bei der Direction der Disconto-Gesellschaft. [772,1454,1074,1546]
table-cell: 149,000 [626,424,768,440]
loan-heading: 8. Anleihe der früheren Stadt Mülheim von 4,000,000 M. von 1901. [471,138,756,165]
ad-code: E48986 [1338,2231,1380,2244]
column-rule [770,135,771,2236]
table-cell: 1908 [535,503,566,518]
city-heading: In Karlsruhe: [569,1779,658,1793]
meeting-title: ordentlichen Generalversammlung [1091,1941,1367,1957]
column-ads [1384,135,1537,2244]
ad-military-effects [1384,955,1537,1021]
bank-list: bei der Niedersächsischen Bank, Filiale der Dresdner Bank. [459,1181,768,1207]
bank-list: bei dem Barmer Bankverein Hinsberg, Fischer & Cie. [459,856,747,869]
table-row [459,487,768,503]
ad-headline: Kupfer und Messing [1410,602,1511,641]
number-list: 2116 2143 2146 2195 2250 2281 2287 2318 2326 2330 2336 2372 2386. [149,942,455,965]
paragraph: 1. Vorlage des Geschäftsberichtes, der Bilanz und der Gewinn- und Verlustrechnung per 31. Juli 1915 und Bericht des Aufsichtsrates. 2. Genehmigung der Bilanz. 3. Beschlußfassung über die Verwendung des Reingewinnes. 4. Entlastung des Vorstandes und des Aufsichtsrates. [1078,1971,1380,2050]
table-cell: 13,200,000 [566,440,627,456]
table-cell: 1908 [535,581,566,597]
table-body [459,424,768,612]
number-list: Buchst. A. 3623. [459,211,552,222]
number-list: Buchst. A. 121 161 181 Buchst. B. 1185 1260 1273 3045 3087 6247 6847 6857 7008 7431 7583 8007 8110 8179 8243 8333 8545 10301 10513 10541 10783 11175 11264 11325 11431 11642 11716 12032 13170 14001 14187 15196 16186 18190 18450 18680 18939 19219 19422 19575 19622 19671 20010 22350 22630 22681 23003 23017 23140 23163 23327 Buchst. C. 29167 29279 29410 29431 29862 30182 30302 31066 31155 31247 31328 31454 31585 31705 31918 32021 32059 32107 32122 32317 32378 32503 32618 32716 32860 [149,1724,455,1841]
lit-heading: Buchst. B. über 500 M. [225,826,379,840]
loan-heading: 1. Alte Schlachthofanleihe der Stadt Cöln von 1872. [151,1271,453,1298]
